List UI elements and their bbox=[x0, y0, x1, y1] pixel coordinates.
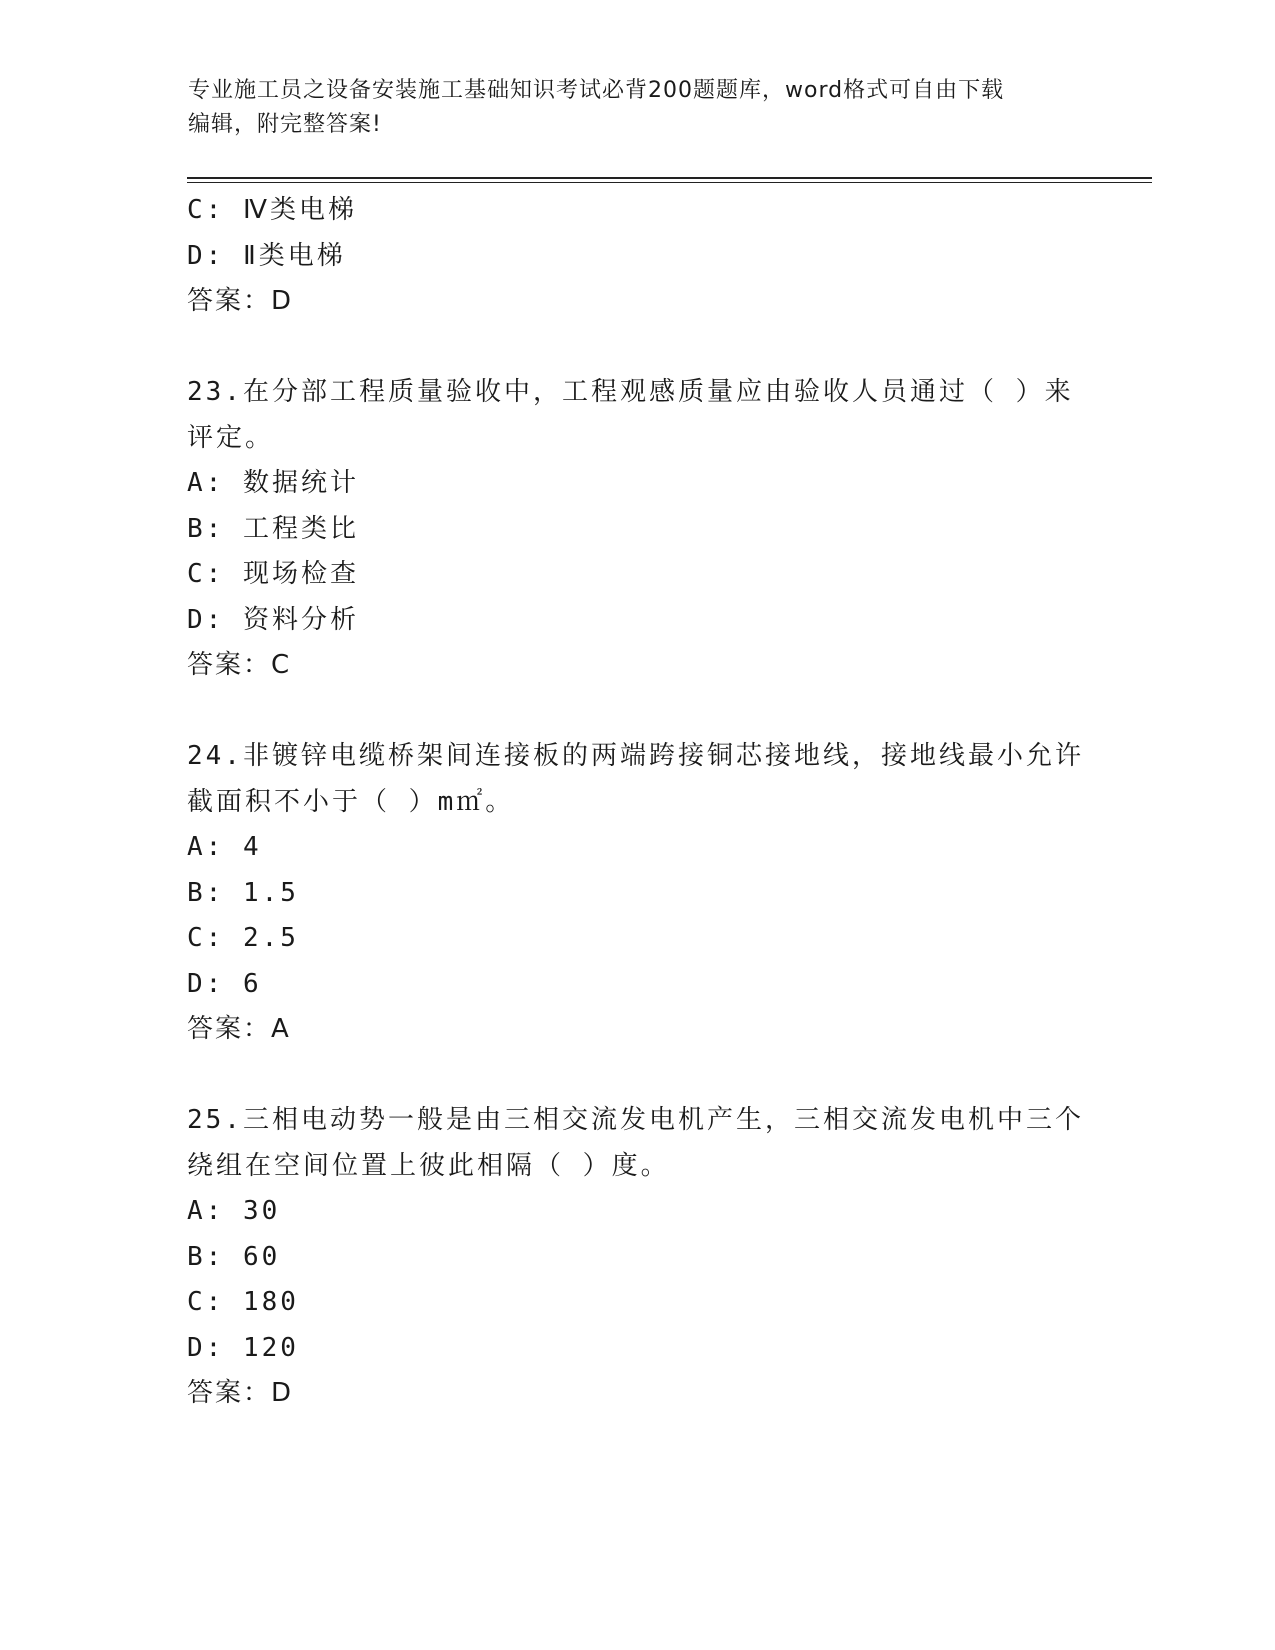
option-b: B: 1.5 bbox=[187, 877, 299, 908]
answer-line: 答案：D bbox=[187, 286, 294, 316]
previous-question-tail bbox=[187, 188, 1087, 325]
question-stem-line: 截面积不小于（ ）m㎡。 bbox=[187, 786, 515, 817]
option-d: D: 6 bbox=[187, 968, 262, 999]
answer-line: 答案：C bbox=[187, 650, 292, 680]
question-24 bbox=[187, 734, 1087, 1053]
option-d: D: 120 bbox=[187, 1332, 299, 1363]
option-c: C: Ⅳ类电梯 bbox=[187, 195, 357, 225]
question-25 bbox=[187, 1098, 1087, 1417]
option-b: B: 60 bbox=[187, 1241, 281, 1272]
document-header bbox=[188, 74, 1068, 142]
question-stem-line: 24.非镀锌电缆桥架间连接板的两端跨接铜芯接地线，接地线最小允许 bbox=[187, 741, 1084, 771]
question-stem-line: 23.在分部工程质量验收中，工程观感质量应由验收人员通过（ ）来 bbox=[187, 377, 1074, 407]
question-content bbox=[187, 188, 1087, 1417]
option-a: A: 4 bbox=[187, 832, 262, 862]
option-c: C: 180 bbox=[187, 1287, 299, 1317]
header-divider bbox=[187, 177, 1152, 179]
option-a: A: 数据统计 bbox=[187, 468, 359, 498]
header-divider-thin bbox=[187, 182, 1152, 183]
option-c: C: 2.5 bbox=[187, 923, 299, 953]
question-stem-line: 评定。 bbox=[187, 422, 275, 453]
option-b: B: 工程类比 bbox=[187, 513, 359, 544]
question-stem-line: 25.三相电动势一般是由三相交流发电机产生，三相交流发电机中三个 bbox=[187, 1105, 1084, 1135]
option-c: C: 现场检查 bbox=[187, 559, 359, 589]
answer-line: 答案：D bbox=[187, 1378, 294, 1408]
header-title-line-1: 专业施工员之设备安装施工基础知识考试必背200题题库，word格式可自由下载 bbox=[188, 78, 1005, 103]
option-d: D: Ⅱ类电梯 bbox=[187, 240, 346, 271]
option-a: A: 30 bbox=[187, 1196, 281, 1226]
question-23 bbox=[187, 370, 1087, 689]
header-title-line-2: 编辑，附完整答案! bbox=[188, 112, 382, 137]
option-d: D: 资料分析 bbox=[187, 604, 359, 635]
question-stem-line: 绕组在空间位置上彼此相隔（ ）度。 bbox=[187, 1150, 670, 1181]
answer-line: 答案：A bbox=[187, 1014, 291, 1044]
